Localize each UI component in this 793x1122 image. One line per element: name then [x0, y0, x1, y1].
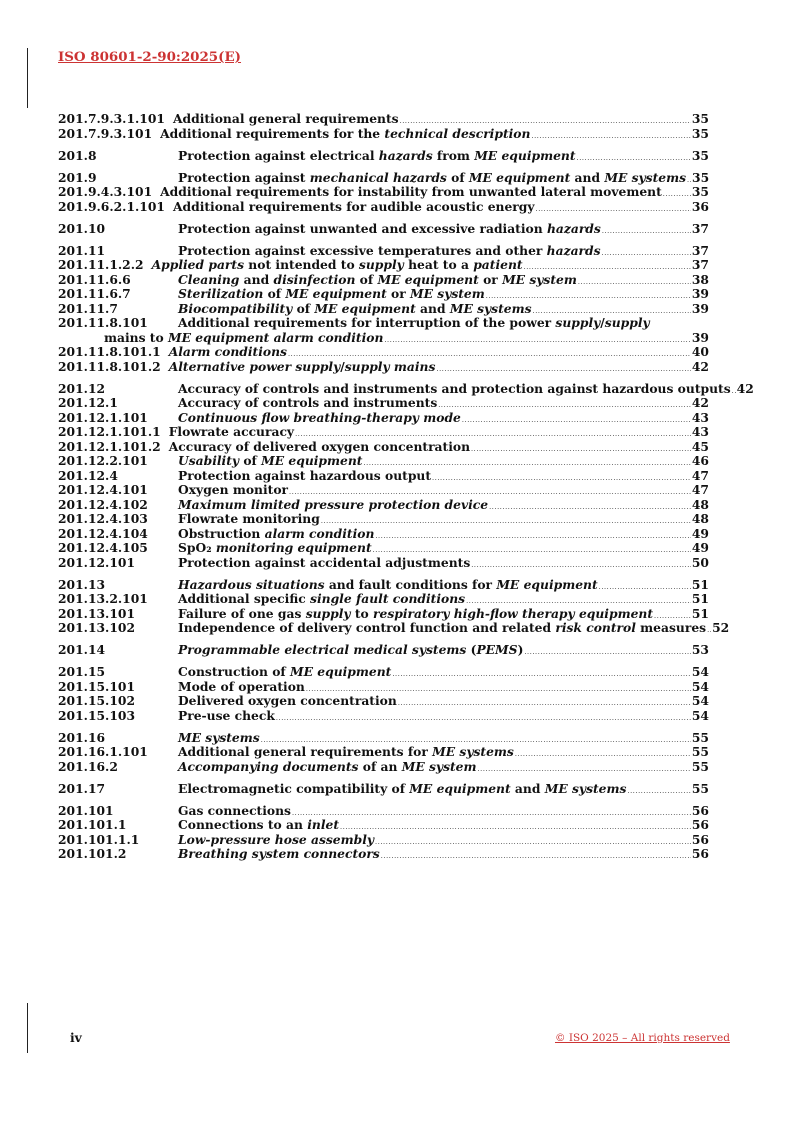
toc-entry[interactable]	[58, 440, 709, 455]
toc-entry-title: Flowrate monitoring	[178, 511, 320, 526]
toc-entry[interactable]	[58, 694, 709, 709]
toc-entry-number: 201.11.6.6	[58, 271, 131, 287]
toc-entry[interactable]	[58, 498, 709, 513]
toc-entry-number: 201.15.103	[58, 707, 136, 723]
toc-entry[interactable]	[58, 112, 709, 127]
toc-entry-page: 53	[691, 642, 709, 657]
toc-entry-number: 201.12	[58, 380, 106, 396]
toc-entry-number: 201.13.102	[58, 620, 136, 635]
toc-leader-dots	[292, 806, 691, 821]
toc-entry-number: 201.15.101	[58, 678, 136, 694]
toc-entry-page: 35	[692, 169, 710, 185]
toc-entry-number: 201.7.9.3.1.101	[58, 111, 165, 126]
toc-leader-dots	[732, 384, 736, 399]
toc-entry-number: 201.9	[58, 169, 97, 185]
toc-entry-number: 201.11	[58, 242, 106, 258]
toc-entry-title: Pre-use check	[178, 707, 275, 723]
toc-entry[interactable]	[58, 200, 709, 215]
toc-entry-title: Continuous flow breathing-therapy mode	[178, 409, 461, 425]
toc-entry-number: 201.16	[58, 729, 106, 745]
toc-entry[interactable]	[58, 541, 709, 556]
toc-entry-title: Low-pressure hose assembly	[178, 831, 375, 847]
toc-entry[interactable]	[58, 302, 709, 317]
toc-entry-title: Applied parts not intended to supply heat to a patient	[151, 257, 523, 272]
toc-entry-title: Programmable electrical medical systems (PEMS)	[178, 642, 524, 657]
toc-entry-number: 201.12.4.103	[58, 511, 148, 526]
toc-entry-number: 201.15	[58, 664, 106, 679]
toc-entry-title: Biocompatibility of ME equipment and ME systems	[178, 300, 532, 316]
toc-entry[interactable]	[58, 287, 709, 302]
toc-leader-dots	[489, 500, 691, 515]
toc-entry-page: 37	[691, 220, 709, 236]
toc-entry-number: 201.12.1.101.2	[58, 438, 161, 454]
toc-entry-number: 201.10	[58, 220, 106, 236]
toc-entry-title: ME systems	[178, 729, 260, 745]
toc-entry-page: 36	[691, 198, 709, 214]
toc-entry-number: 201.11.6.7	[58, 286, 131, 301]
toc-entry-number: 201.11.7	[58, 300, 118, 316]
toc-entry[interactable]	[58, 709, 709, 724]
margin-rule-bottom	[27, 1003, 28, 1053]
toc-entry[interactable]	[58, 425, 709, 440]
toc-entry[interactable]	[58, 244, 709, 259]
toc-entry-number: 201.9.4.3.101	[58, 184, 153, 199]
toc-entry-title: Protection against excessive temperatures and other hazards	[178, 242, 601, 258]
toc-entry-title: Additional requirements for interruption of the power supply/supply	[178, 315, 650, 330]
toc-entry-page: 42	[736, 380, 754, 396]
toc-entry-page: 48	[691, 496, 709, 512]
toc-entry[interactable]	[58, 833, 709, 848]
toc-leader-dots	[375, 529, 690, 544]
toc-leader-dots	[321, 514, 691, 529]
toc-entry-title-continued: mains to ME equipment alarm condition	[104, 329, 384, 345]
toc-entry-title: Accuracy of delivered oxygen concentration	[168, 438, 471, 454]
toc-entry-title: Additional requirements for the technical description	[160, 125, 531, 141]
toc-leader-dots	[524, 645, 690, 660]
toc-entry-number: 201.12.2.101	[58, 453, 148, 468]
toc-entry-number: 201.12.4.105	[58, 540, 148, 555]
toc-entry-page: 38	[691, 271, 709, 287]
toc-entry-page: 35	[691, 125, 709, 141]
toc-entry-number: 201.13.2.101	[58, 591, 148, 606]
toc-entry-title: Connections to an inlet	[178, 817, 340, 832]
toc-leader-dots	[602, 224, 691, 239]
toc-entry-page: 55	[691, 780, 709, 796]
toc-entry-page: 51	[691, 576, 709, 592]
toc-entry[interactable]	[58, 527, 709, 542]
toc-leader-dots	[536, 202, 691, 217]
toc-entry-page: 48	[691, 511, 709, 526]
toc-entry[interactable]	[58, 171, 709, 186]
toc-entry[interactable]	[58, 360, 709, 375]
toc-entry-page: 55	[691, 758, 709, 774]
toc-entry-page: 43	[691, 409, 709, 425]
toc-entry[interactable]	[58, 273, 709, 288]
toc-entry-title: Maximum limited pressure protection device	[178, 496, 489, 512]
toc-entry-page: 42	[691, 358, 709, 374]
toc-entry-number: 201.12.4.101	[58, 482, 148, 497]
toc-entry-number: 201.12.1.101	[58, 409, 148, 425]
toc-entry-page: 39	[691, 300, 709, 316]
toc-entry-title: Gas connections	[178, 802, 291, 818]
toc-entry[interactable]	[58, 578, 709, 593]
toc-entry[interactable]	[58, 396, 709, 411]
page-number: iv	[70, 1030, 82, 1045]
toc-entry-number: 201.11.8.101.1	[58, 344, 161, 359]
toc-entry-page: 56	[691, 817, 709, 832]
toc-entry-title: Mode of operation	[178, 678, 305, 694]
toc-leader-dots	[577, 151, 691, 166]
toc-leader-dots	[478, 762, 691, 777]
toc-entry-continuation[interactable]	[58, 331, 709, 346]
toc-leader-dots	[663, 187, 691, 202]
toc-leader-dots	[471, 558, 691, 573]
toc-entry-title: Cleaning and disinfection of ME equipment or ME system	[178, 271, 577, 287]
toc-entry-page: 47	[691, 467, 709, 483]
toc-entry-page: 49	[691, 540, 709, 555]
toc-entry-page: 42	[691, 395, 709, 410]
toc-entry-title: Obstruction alarm condition	[178, 525, 375, 541]
toc-entry-number: 201.16.2	[58, 758, 118, 774]
toc-leader-dots	[340, 820, 691, 835]
toc-leader-dots	[471, 442, 691, 457]
toc-entry-page: 54	[691, 664, 709, 679]
toc-entry-title: Additional general requirements for ME systems	[178, 744, 514, 759]
toc-entry[interactable]	[58, 592, 709, 607]
toc-leader-dots	[276, 711, 691, 726]
toc-entry-page: 55	[691, 744, 709, 759]
toc-entry-title: Additional specific single fault conditions	[178, 591, 466, 606]
toc-entry-page: 54	[691, 678, 709, 694]
toc-entry[interactable]	[58, 745, 709, 760]
toc-leader-dots	[436, 362, 690, 377]
toc-entry-number: 201.12.4	[58, 467, 118, 483]
toc-entry-number: 201.12.4.104	[58, 525, 148, 541]
toc-entry-title: Delivered oxygen concentration	[178, 693, 397, 708]
toc-entry-page: 37	[691, 257, 709, 272]
toc-entry-number: 201.12.4.102	[58, 496, 148, 512]
toc-leader-dots	[384, 333, 690, 348]
copyright-link[interactable]: © ISO 2025 – All rights reserved	[555, 1032, 730, 1044]
toc-entry-page: 56	[691, 846, 709, 861]
toc-entry-page: 39	[691, 329, 709, 345]
toc-leader-dots	[578, 275, 691, 290]
toc-entry-page: 49	[691, 525, 709, 541]
toc-entry-number: 201.11.1.2.2	[58, 257, 144, 272]
toc-leader-dots	[398, 696, 691, 711]
toc-leader-dots	[707, 623, 711, 638]
toc-entry[interactable]	[58, 804, 709, 819]
toc-entry-number: 201.12.1.101.1	[58, 424, 161, 439]
toc-entry-number: 201.101.2	[58, 846, 127, 861]
toc-entry[interactable]	[58, 680, 709, 695]
toc-entry[interactable]	[58, 847, 709, 862]
toc-leader-dots	[462, 413, 691, 428]
toc-entry[interactable]	[58, 454, 709, 469]
toc-leader-dots	[687, 173, 691, 188]
toc-entry-title: Additional requirements for instability from unwanted lateral movement	[160, 184, 662, 199]
toc-entry[interactable]	[58, 818, 709, 833]
toc-leader-dots	[602, 246, 691, 261]
toc-leader-dots	[438, 398, 691, 413]
toc-entry-title: Accompanying documents of an ME system	[178, 758, 477, 774]
toc-entry-title: Oxygen monitor	[178, 482, 289, 497]
toc-entry-title: Alternative power supply/supply mains	[168, 358, 436, 374]
toc-leader-dots	[375, 835, 691, 850]
toc-entry[interactable]	[58, 149, 709, 164]
toc-entry-page: 43	[691, 424, 709, 439]
toc-entry-number: 201.17	[58, 780, 106, 796]
toc-entry-number: 201.7.9.3.101	[58, 125, 153, 141]
toc-entry-page: 52	[712, 620, 730, 635]
toc-entry-number: 201.11.8.101.2	[58, 358, 161, 374]
toc-entry-page: 40	[691, 344, 709, 359]
toc-entry[interactable]	[58, 316, 709, 331]
toc-entry-title: Sterilization of ME equipment or ME system	[178, 286, 485, 301]
toc-entry[interactable]	[58, 643, 709, 658]
toc-entry[interactable]	[58, 607, 709, 622]
toc-entry-title: Protection against unwanted and excessive radiation hazards	[178, 220, 601, 236]
toc-entry-title: Accuracy of controls and instruments	[178, 395, 438, 410]
toc-entry-page: 54	[691, 707, 709, 723]
toc-entry[interactable]	[58, 665, 709, 680]
toc-entry[interactable]	[58, 620, 730, 636]
toc-entry-number: 201.12.101	[58, 554, 136, 570]
toc-entry-page: 54	[691, 693, 709, 708]
toc-entry[interactable]	[58, 185, 709, 200]
toc-entry-number: 201.15.102	[58, 693, 136, 708]
toc-entry-page: 37	[691, 242, 709, 258]
toc-entry-title: Additional general requirements	[172, 111, 399, 126]
toc-entry[interactable]	[58, 782, 709, 797]
toc-entry-page: 51	[691, 605, 709, 621]
toc-leader-dots	[627, 784, 690, 799]
toc-entry-page: 55	[691, 729, 709, 745]
toc-entry-page: 46	[691, 453, 709, 468]
toc-entry-page: 50	[691, 554, 709, 570]
toc-entry-page: 35	[691, 111, 709, 126]
toc-entry-page: 35	[691, 184, 709, 199]
toc-leader-dots	[392, 667, 691, 682]
toc-entry-title: Protection against accidental adjustments	[178, 554, 471, 570]
table-of-contents	[58, 111, 754, 862]
toc-entry-title: Protection against mechanical hazards of ME equipment and ME systems	[178, 169, 687, 185]
toc-leader-dots	[599, 580, 691, 595]
toc-entry[interactable]	[58, 731, 709, 746]
toc-entry[interactable]	[58, 258, 709, 273]
toc-entry-title: SpO₂ monitoring equipment	[178, 540, 372, 555]
toc-entry[interactable]	[58, 127, 709, 142]
toc-entry-title: Failure of one gas supply to respiratory high-flow therapy equipment	[178, 605, 654, 621]
document-id-link[interactable]: ISO 80601-2-90:2025(E)	[58, 49, 242, 65]
toc-leader-dots	[432, 471, 691, 486]
toc-entry-number: 201.13	[58, 576, 106, 592]
toc-entry-title: Electromagnetic compatibility of ME equipment and ME systems	[178, 780, 627, 796]
toc-entry-title: Independence of delivery control function and related risk control measures	[178, 620, 707, 635]
toc-leader-dots	[531, 129, 690, 144]
toc-entry[interactable]	[58, 411, 709, 426]
toc-entry[interactable]	[58, 469, 709, 484]
toc-entry-number: 201.101.1	[58, 817, 127, 832]
toc-leader-dots	[515, 747, 691, 762]
toc-entry[interactable]	[58, 345, 709, 360]
toc-entry-title: Protection against hazardous output	[178, 467, 432, 483]
toc-entry-title: Protection against electrical hazards from ME equipment	[178, 147, 576, 163]
toc-entry[interactable]	[58, 483, 709, 498]
toc-entry-page: 39	[691, 286, 709, 301]
toc-entry[interactable]	[58, 760, 709, 775]
toc-entry-title: Breathing system connectors	[178, 846, 380, 861]
toc-leader-dots	[381, 849, 691, 864]
toc-entry-title: Construction of ME equipment	[178, 664, 392, 679]
toc-entry-page: 45	[691, 438, 709, 454]
toc-entry-number: 201.101.1.1	[58, 831, 140, 847]
toc-entry[interactable]	[58, 222, 709, 237]
toc-entry-number: 201.14	[58, 642, 106, 657]
toc-entry-page: 47	[691, 482, 709, 497]
toc-entry-page: 35	[691, 147, 709, 163]
toc-entry-number: 201.13.101	[58, 605, 136, 621]
toc-entry-page: 56	[691, 831, 709, 847]
toc-entry-number: 201.11.8.101	[58, 315, 148, 330]
toc-entry-page: 51	[691, 591, 709, 606]
toc-entry-title: Usability of ME equipment	[178, 453, 363, 468]
toc-entry[interactable]	[58, 512, 709, 527]
toc-entry[interactable]	[58, 556, 709, 571]
toc-entry-number: 201.8	[58, 147, 97, 163]
toc-entry-number: 201.16.1.101	[58, 744, 148, 759]
toc-entry-title: Alarm conditions	[168, 344, 287, 359]
toc-entry-number: 201.101	[58, 802, 114, 818]
toc-entry-title: Hazardous situations and fault conditions for ME equipment	[178, 576, 598, 592]
toc-entry-title: Flowrate accuracy	[168, 424, 295, 439]
toc-entry-title: Additional requirements for audible acoustic energy	[172, 198, 535, 214]
toc-entry[interactable]	[58, 380, 754, 397]
toc-entry-title: Accuracy of controls and instruments and protection against hazardous outputs	[178, 380, 731, 396]
toc-entry-number: 201.9.6.2.1.101	[58, 198, 165, 214]
toc-entry-page: 56	[691, 802, 709, 818]
margin-rule-top	[27, 48, 28, 108]
toc-entry-number: 201.12.1	[58, 395, 118, 410]
